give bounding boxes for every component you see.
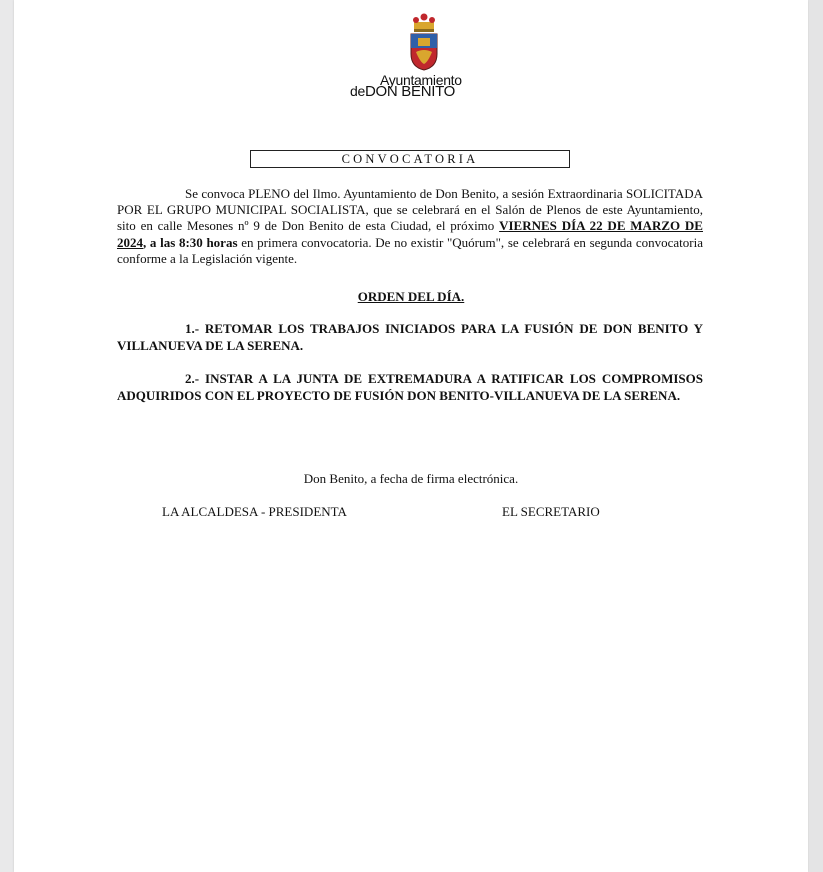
agenda-item-text: 1.- RETOMAR LOS TRABAJOS INICIADOS PARA LA FUSIÓN DE DON BENITO Y VILLANUEVA DE LA SERENA.: [117, 321, 703, 353]
agenda-item: [117, 370, 703, 404]
agenda-item-text: 2.- INSTAR A LA JUNTA DE EXTREMADURA A RATIFICAR LOS COMPROMISOS ADQUIRIDOS CON EL PROYECTO DE FUSIÓN DON BENITO-VILLANUEVA DE LA SERENA.: [117, 371, 703, 403]
logo-town: DON BENITO: [364, 83, 456, 100]
intro-text-1: Se convoca PLENO del Ilmo. Ayuntamiento de Don Benito, a sesión Extraordinaria SOLICITADA POR EL GRUPO MUNICIPAL SOCIALISTA, que se celebrará en el Salón de Plenos de este Ayuntamiento, sito en calle Mesones nº 9 de Don Benito de esta Ciudad, el próximo: [117, 186, 703, 234]
place-date: Don Benito, a fecha de firma electrónica.: [303, 471, 519, 486]
coat-of-arms-icon: [406, 12, 442, 72]
signature-secretary: EL SECRETARIO: [502, 504, 600, 519]
session-time: , a las 8:30 horas: [143, 234, 238, 250]
logo-prefix: de: [350, 83, 365, 99]
intro-paragraph: [117, 186, 703, 267]
municipality-logo-text: [350, 72, 490, 104]
session-date: VIERNES DÍA 22 DE MARZO DE 2024: [117, 218, 703, 250]
agenda-item: [117, 320, 703, 354]
document-title: CONVOCATORIA: [250, 150, 570, 168]
signature-mayor: LA ALCALDESA - PRESIDENTA: [162, 504, 347, 519]
logo-line1: Ayuntamiento: [380, 72, 462, 88]
logo-line2: [350, 83, 455, 100]
page-edge: [809, 0, 823, 872]
agenda-heading: ORDEN DEL DÍA.: [357, 289, 465, 304]
intro-text-2: en primera convocatoria. De no existir "Quórum", se celebrará en segunda convocatoria conforme a la Legislación vigente.: [117, 234, 703, 266]
document-page: [14, 0, 808, 872]
